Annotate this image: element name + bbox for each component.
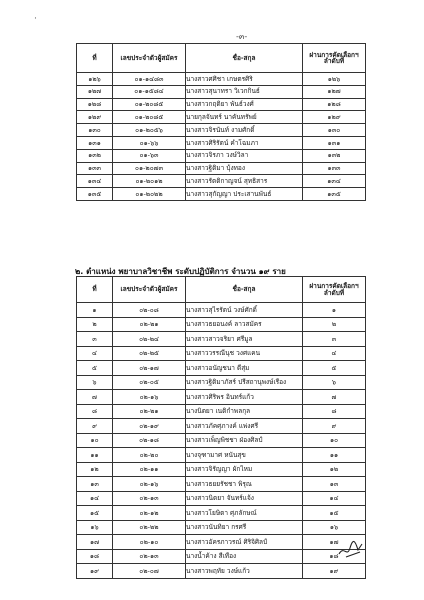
table-row [77, 506, 366, 521]
header-no: ที่ [77, 44, 113, 73]
row-number: ๕ [77, 361, 113, 376]
applicant-id: ๐๑-๑๕๘๔ [113, 85, 186, 98]
table-row [77, 124, 366, 137]
row-number: ๑ [77, 303, 113, 318]
applicant-name: นางสาวกฤติยา พันธ์วงศ์ [186, 98, 303, 111]
row-number: ๑๓๐ [77, 124, 113, 137]
row-number: ๒ [77, 317, 113, 332]
selection-rank: ๑๗ [303, 535, 366, 550]
applicant-id: ๐๒-๑๓ [113, 491, 186, 506]
selection-rank: ๖ [303, 375, 366, 390]
applicant-id: ๐๒-๑๑ [113, 462, 186, 477]
table-row [77, 433, 366, 448]
applicant-name: นางสาวสุนาทรา วิเวกกินธ์ [186, 85, 303, 98]
applicant-name: นายกุลจันทร์ นาคันทรัพย์ [186, 111, 303, 124]
page-number: -๓- [236, 32, 248, 41]
table-row [77, 375, 366, 390]
applicant-id: ๐๒-๑๖ [113, 390, 186, 405]
applicant-name: นางสาวศิริพร อินทร์แก้ว [186, 390, 303, 405]
applicant-name: นางสาวจิรภา วงษ์วิลา [186, 149, 303, 162]
row-number: ๓ [77, 332, 113, 347]
applicant-name: นางสาวจิรนันท์ งามศักดิ์ [186, 124, 303, 137]
applicant-id: ๐๑-๒๐๒๒ [113, 188, 186, 201]
applicant-id: ๐๒-๑๐ [113, 535, 186, 550]
header-rank-line1: ผ่านการคัดเลือกฯ [309, 282, 359, 290]
applicant-id: ๐๑-๒๐๕๖ [113, 124, 186, 137]
applicant-name: นางสาวเพ็ญพิชชา ฝ่องศิลป์ [186, 433, 303, 448]
applicant-id: ๐๒-๒๔ [113, 332, 186, 347]
applicant-id: ๐๑-๒๐๘๕ [113, 98, 186, 111]
selection-rank: ๕ [303, 361, 366, 376]
table-row [77, 535, 366, 550]
applicant-name: นางสาวนันทิยา กรศรี [186, 520, 303, 535]
table-row [77, 361, 366, 376]
applicant-name: นางจุฑามาศ หนันสุข [186, 448, 303, 463]
row-number: ๙ [77, 419, 113, 434]
applicant-name: นางสาวนิตยา จันทร์แจ้ง [186, 491, 303, 506]
applicant-id: ๐๑-๑๔๘๓ [113, 73, 186, 86]
table-row [77, 111, 366, 124]
applicant-name: นางนิตยา เนติกำพลกุล [186, 404, 303, 419]
header-rank-line1: ผ่านการคัดเลือกฯ [309, 50, 359, 59]
applicant-id: ๐๒-๑๘ [113, 433, 186, 448]
selection-rank: ๑๙ [303, 564, 366, 579]
applicant-name: นางสาวอัครภาวรณ์ ศิริจิศิลป์ [186, 535, 303, 550]
selection-rank: ๘ [303, 404, 366, 419]
applicant-id: ๐๒-๑๒ [113, 506, 186, 521]
applicant-id: ๐๒-๐๕ [113, 375, 186, 390]
applicant-name: นางสาวฐิติมาภัสร์ ปรีสถานุพงษ์เรือง [186, 375, 303, 390]
selection-rank: ๗ [303, 390, 366, 405]
applicant-id: ๐๒-๒๑ [113, 404, 186, 419]
row-number: ๑๓๒ [77, 149, 113, 162]
row-number: ๔ [77, 346, 113, 361]
table-row [77, 188, 366, 201]
applicant-id: ๐๑-๒๐๑๒ [113, 175, 186, 188]
selection-rank: ๑๓๑ [303, 136, 366, 149]
table-row [77, 317, 366, 332]
selection-rank: ๑๓๕ [303, 188, 366, 201]
signature-mark [336, 536, 366, 562]
applicant-name: นางสาวโยษิตา ศุภลักษณ์ [186, 506, 303, 521]
selection-rank: ๑๓๐ [303, 124, 366, 137]
row-number: ๑๒๗ [77, 85, 113, 98]
applicant-id: ๐๒-๐๗ [113, 564, 186, 579]
table-row [77, 98, 366, 111]
table-row [77, 303, 366, 318]
header-id: เลขประจำตัวผู้สมัคร [113, 44, 186, 73]
row-number: ๑๒๖ [77, 73, 113, 86]
applicant-name: นางสาวธยอนงค์ ลาวสมัคร [186, 317, 303, 332]
selection-rank: ๒ [303, 317, 366, 332]
selection-rank: ๑๓๔ [303, 175, 366, 188]
selection-rank: ๑๒๖ [303, 73, 366, 86]
table-row [77, 73, 366, 86]
selection-rank: ๑๓ [303, 477, 366, 492]
row-number: ๑๓๔ [77, 175, 113, 188]
table-row [77, 390, 366, 405]
applicant-id: ๐๑-๒๐๘๕ [113, 111, 186, 124]
row-number: ๑๒ [77, 462, 113, 477]
candidate-table-1 [76, 43, 366, 201]
table-row [77, 85, 366, 98]
table-row [77, 149, 366, 162]
selection-rank: ๑๘ [303, 549, 366, 564]
row-number: ๗ [77, 390, 113, 405]
selection-rank: ๑๑ [303, 448, 366, 463]
table-row [77, 564, 366, 579]
header-rank-line2: ลำดับที่ [323, 288, 345, 297]
selection-rank: ๑๕ [303, 506, 366, 521]
selection-rank: ๑๒๘ [303, 98, 366, 111]
table-row [77, 404, 366, 419]
applicant-name: นางสาวฐิติมา บุ้งทอง [186, 162, 303, 175]
applicant-id: ๐๑-๖๖ [113, 136, 186, 149]
row-number: ๑๔ [77, 491, 113, 506]
row-number: ๑๓๓ [77, 162, 113, 175]
applicant-name: นางสาวสุไรรัตน์ วงษ์ศักดิ์ [186, 303, 303, 318]
row-number: ๑๓๕ [77, 188, 113, 201]
applicant-name: นางสาวสุกัญญา ประเสานพันธ์ [186, 188, 303, 201]
applicant-id: ๐๒-๑๗ [113, 361, 186, 376]
table-row [77, 520, 366, 535]
applicant-id: ๐๒-๒๑ [113, 317, 186, 332]
selection-rank: ๓ [303, 332, 366, 347]
applicant-id: ๐๒-๒๐ [113, 448, 186, 463]
section-title: ๒. ตำแหน่ง พยาบาลวิชาชีพ ระดับปฏิบัติการ จำนวน ๑๙ ราย [75, 267, 286, 276]
header-no: ที่ [77, 277, 113, 303]
applicant-name: นางสาวศศิชา เกษตรศิริ [186, 73, 303, 86]
selection-rank: ๑๒ [303, 462, 366, 477]
table-header-row [77, 44, 366, 73]
table-row [77, 346, 366, 361]
top-mark: · [34, 14, 37, 24]
selection-rank: ๑ [303, 303, 366, 318]
header-name: ชื่อ-สกุล [186, 277, 303, 303]
selection-rank: ๑๖ [303, 520, 366, 535]
row-number: ๑๕ [77, 506, 113, 521]
table-row [77, 332, 366, 347]
table-row [77, 419, 366, 434]
applicant-id: ๐๒-๑๙ [113, 419, 186, 434]
applicant-id: ๐๒-๒๒ [113, 520, 186, 535]
table-row [77, 136, 366, 149]
applicant-name: นางสาวรัตติกาญจน์ สุทธิสาร [186, 175, 303, 188]
table-row [77, 549, 366, 564]
header-rank [303, 44, 366, 73]
applicant-name: นางสาวพฤทัย วงษ์แก้ว [186, 564, 303, 579]
applicant-name: นางน้ำค้าง สีเทือง [186, 549, 303, 564]
applicant-name: นางสาวธยยรัชชา พิรุณ [186, 477, 303, 492]
row-number: ๑๐ [77, 433, 113, 448]
table-header-row [77, 277, 366, 303]
row-number: ๑๘ [77, 549, 113, 564]
applicant-id: ๐๑-๒๐๗๓ [113, 162, 186, 175]
selection-rank: ๑๔ [303, 491, 366, 506]
table-row [77, 491, 366, 506]
applicant-id: ๐๒-๑๓ [113, 549, 186, 564]
table-row [77, 462, 366, 477]
applicant-name: นางสาวสาวจริยา ศรีมูล [186, 332, 303, 347]
selection-rank: ๔ [303, 346, 366, 361]
applicant-name: นางสาววรรณีนุช วงศแคน [186, 346, 303, 361]
candidate-table-2 [76, 276, 366, 579]
header-rank-line2: ลำดับที่ [323, 57, 345, 65]
table-row [77, 175, 366, 188]
table-row [77, 162, 366, 175]
selection-rank: ๑๐ [303, 433, 366, 448]
header-rank [303, 277, 366, 303]
table-row [77, 448, 366, 463]
applicant-name: นางสาวจิรัญญา ผักไหม [186, 462, 303, 477]
applicant-name: นางสาวศิริรัตน์ คำโฉมภา [186, 136, 303, 149]
selection-rank: ๙ [303, 419, 366, 434]
selection-rank: ๑๓๒ [303, 149, 366, 162]
row-number: ๖ [77, 375, 113, 390]
header-name: ชื่อ-สกุล [186, 44, 303, 73]
row-number: ๘ [77, 404, 113, 419]
row-number: ๑๑ [77, 448, 113, 463]
selection-rank: ๑๒๗ [303, 85, 366, 98]
row-number: ๑๒๙ [77, 111, 113, 124]
selection-rank: ๑๒๙ [303, 111, 366, 124]
row-number: ๑๒๘ [77, 98, 113, 111]
applicant-id: ๐๑-๖๓ [113, 149, 186, 162]
applicant-name: นางสาวอนัญชนา ดีสุ่ม [186, 361, 303, 376]
applicant-id: ๐๒-๒๕ [113, 346, 186, 361]
row-number: ๑๗ [77, 535, 113, 550]
applicant-id: ๐๒-๑๖ [113, 477, 186, 492]
row-number: ๑๙ [77, 564, 113, 579]
row-number: ๑๖ [77, 520, 113, 535]
header-id: เลขประจำตัวผู้สมัคร [113, 277, 186, 303]
selection-rank: ๑๓๓ [303, 162, 366, 175]
applicant-name: นางสาวภัคศุภางค์ แพ่งศรี [186, 419, 303, 434]
applicant-id: ๐๒-๐๘ [113, 303, 186, 318]
row-number: ๑๓๑ [77, 136, 113, 149]
row-number: ๑๓ [77, 477, 113, 492]
table-row [77, 477, 366, 492]
